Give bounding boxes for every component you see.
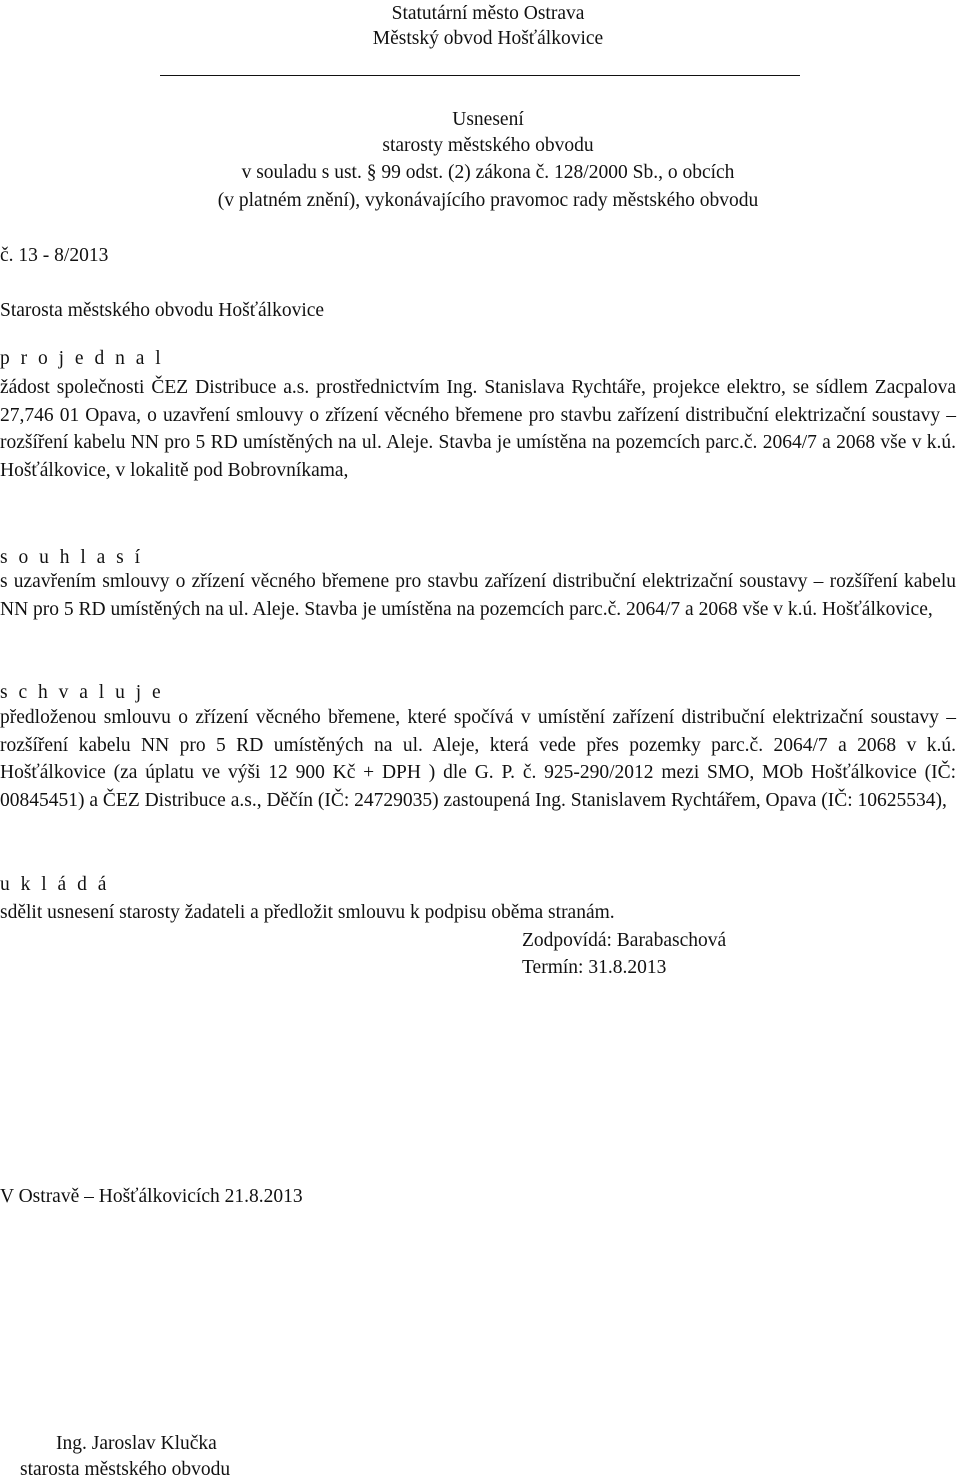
deadline: Termín: 31.8.2013	[522, 957, 667, 978]
section-text-souhlasi: s uzavřením smlouvy o zřízení věcného břemene pro stavbu zařízení distribuční elektrizační soustavy – rozšíření kabelu NN pro 5 RD umístěných na ul. Aleje. Stavba je umístěna na pozemcích parc.č. 2064/7 a 2068 vše v k.ú. Hošťálkovice,	[0, 571, 956, 620]
resolution-subtitle: starosty městského obvodu	[382, 135, 594, 156]
header-city: Statutární město Ostrava	[391, 3, 585, 24]
resolution-title: Usnesení	[452, 109, 524, 130]
legal-basis: v souladu s ust. § 99 odst. (2) zákona č. 128/2000 Sb., o obcích	[241, 162, 735, 183]
authority: Starosta městského obvodu Hošťálkovice	[0, 300, 325, 321]
section-heading-projednal: p r o j e d n a l	[0, 348, 164, 369]
resolution-number: č. 13 - 8/2013	[0, 245, 109, 266]
header-district: Městský obvod Hošťálkovice	[372, 28, 604, 49]
legal-basis-note: (v platném znění), vykonávajícího pravomoc rady městského obvodu	[217, 190, 759, 211]
signatory-role: starosta městského obvodu	[20, 1459, 231, 1480]
header-divider	[160, 75, 800, 76]
section-heading-souhlasi: s o u h l a s í	[0, 547, 144, 568]
section-text-schvaluje: předloženou smlouvu o zřízení věcného břemene, které spočívá v umístění zařízení distribuční elektrizační soustavy – rozšíření kabelu NN pro 5 RD umístěných na ul. Aleje, která vede přes pozemky parc.č. 2064/7 a 2068 v k.ú. Hošťálkovice (za úplatu ve výši 12 900 Kč + DPH ) dle G. P. č. 925-290/2012 mezi SMO, MOb Hošťálkovice (IČ: 00845451) a ČEZ Distribuce a.s., Děčín (IČ: 24729035) zastoupená Ing. Stanislavem Rychtářem, Opava (IČ: 10625534),	[0, 707, 956, 811]
section-heading-schvaluje: s c h v a l u j e	[0, 682, 164, 703]
responsible-person: Zodpovídá: Barabaschová	[522, 930, 727, 951]
place-date: V Ostravě – Hošťálkovicích 21.8.2013	[0, 1186, 303, 1207]
section-heading-uklada: u k l á d á	[0, 874, 110, 895]
section-text-projednal: žádost společnosti ČEZ Distribuce a.s. prostřednictvím Ing. Stanislava Rychtáře, projekce elektro, se sídlem Zacpalova 27,746 01 Opava, o uzavření smlouvy o zřízení věcného břemene pro stavbu zařízení distribuční elektrizační soustavy – rozšíření kabelu NN pro 5 RD umístěných na ul. Aleje. Stavba je umístěna na pozemcích parc.č. 2064/7 a 2068 vše v k.ú. Hošťálkovice, v lokalitě pod Bobrovníkama,	[0, 377, 956, 481]
section-text-uklada: sdělit usnesení starosty žadateli a předložit smlouvu k podpisu oběma stranám.	[0, 902, 615, 923]
signatory-name: Ing. Jaroslav Klučka	[56, 1433, 217, 1454]
